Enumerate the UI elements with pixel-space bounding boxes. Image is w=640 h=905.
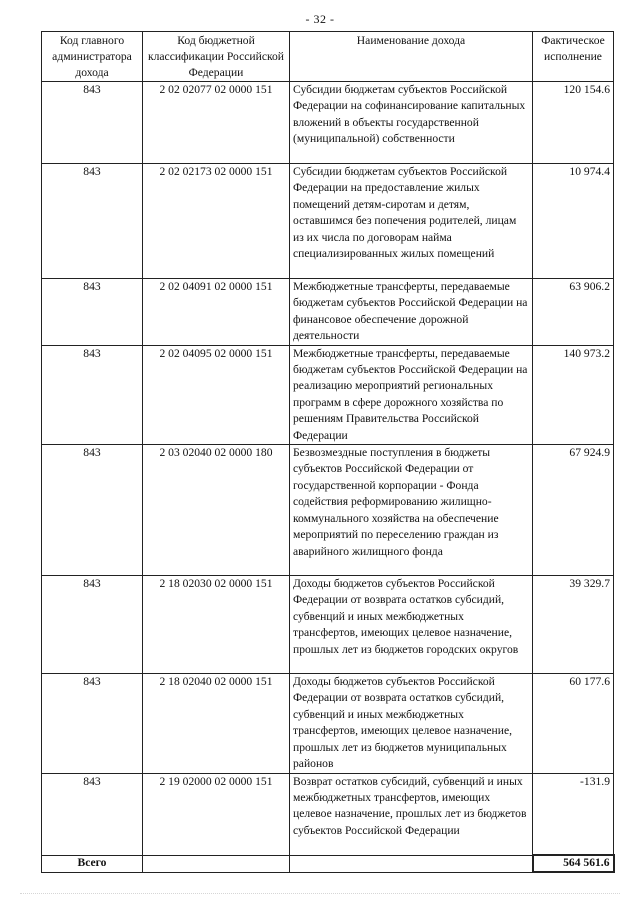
table-row xyxy=(42,82,614,164)
amount-cell: 63 906.2 xyxy=(533,279,614,346)
revenue-table xyxy=(41,31,615,873)
page-number: - 32 - xyxy=(305,12,335,26)
kbk-code-cell: 2 02 02173 02 0000 151 xyxy=(143,164,290,279)
amount-cell: -131.9 xyxy=(533,773,614,855)
revenue-name-cell: Межбюджетные трансферты, передаваемые бюджетам субъектов Российской Федерации на реализацию мероприятий региональных программ в сфере дорожного хозяйства по решениям Правительства Российской Федерации xyxy=(290,345,533,444)
revenue-name-cell: Возврат остатков субсидий, субвенций и иных межбюджетных трансфертов, имеющих целевое назначение, прошлых лет из бюджетов субъектов Российской Федерации xyxy=(290,773,533,855)
total-row xyxy=(42,855,614,872)
amount-cell: 60 177.6 xyxy=(533,674,614,773)
scan-edge-artifact xyxy=(20,893,620,898)
table-row xyxy=(42,445,614,576)
kbk-code-cell: 2 19 02000 02 0000 151 xyxy=(143,773,290,855)
revenue-name-cell: Межбюджетные трансферты, передаваемые бюджетам субъектов Российской Федерации на финансовое обеспечение дорожной деятельности xyxy=(290,279,533,346)
kbk-code-cell: 2 02 04091 02 0000 151 xyxy=(143,279,290,346)
revenue-name-cell: Доходы бюджетов субъектов Российской Федерации от возврата остатков субсидий, субвенций и иных межбюджетных трансфертов, имеющих целевое назначение, прошлых лет из бюджетов муниципальных районов xyxy=(290,674,533,773)
admin-code-cell: 843 xyxy=(42,445,143,576)
table-row xyxy=(42,576,614,674)
table-row xyxy=(42,674,614,773)
kbk-code-cell: 2 18 02040 02 0000 151 xyxy=(143,674,290,773)
revenue-name-cell: Субсидии бюджетам субъектов Российской Федерации на предоставление жилых помещений детям-сиротам и детям, оставшимся без попечения родителей, лицам из их числа по договорам найма специализированных жилых помещений xyxy=(290,164,533,279)
admin-code-cell: 843 xyxy=(42,773,143,855)
total-label: Всего xyxy=(42,855,143,872)
header-actual-execution: Фактическое исполнение xyxy=(533,32,614,82)
admin-code-cell: 843 xyxy=(42,576,143,674)
table-row xyxy=(42,773,614,855)
admin-code-cell: 843 xyxy=(42,164,143,279)
amount-cell: 67 924.9 xyxy=(533,445,614,576)
total-amount: 564 561.6 xyxy=(533,855,614,872)
kbk-code-cell: 2 18 02030 02 0000 151 xyxy=(143,576,290,674)
revenue-name-cell: Безвозмездные поступления в бюджеты субъектов Российской Федерации от государственной корпорации - Фонда содействия реформированию жилищно-коммунального хозяйства на обеспечение мероприятий по переселению граждан из аварийного жилищного фонда xyxy=(290,445,533,576)
header-kbk-code: Код бюджетной классификации Российской Федерации xyxy=(143,32,290,82)
admin-code-cell: 843 xyxy=(42,82,143,164)
revenue-name-cell: Доходы бюджетов субъектов Российской Федерации от возврата остатков субсидий, субвенций и иных межбюджетных трансфертов, имеющих целевое назначение, прошлых лет из бюджетов городских округов xyxy=(290,576,533,674)
header-admin-code: Код главного администратора дохода xyxy=(42,32,143,82)
admin-code-cell: 843 xyxy=(42,674,143,773)
kbk-code-cell: 2 03 02040 02 0000 180 xyxy=(143,445,290,576)
revenue-name-cell: Субсидии бюджетам субъектов Российской Федерации на софинансирование капитальных вложений в объекты государственной (муниципальной) собственности xyxy=(290,82,533,164)
table-header-row xyxy=(42,32,614,82)
amount-cell: 120 154.6 xyxy=(533,82,614,164)
admin-code-cell: 843 xyxy=(42,279,143,346)
kbk-code-cell: 2 02 04095 02 0000 151 xyxy=(143,345,290,444)
amount-cell: 39 329.7 xyxy=(533,576,614,674)
amount-cell: 140 973.2 xyxy=(533,345,614,444)
amount-cell: 10 974.4 xyxy=(533,164,614,279)
table-row xyxy=(42,345,614,444)
table-row xyxy=(42,164,614,279)
admin-code-cell: 843 xyxy=(42,345,143,444)
header-revenue-name: Наименование дохода xyxy=(290,32,533,82)
total-empty-cell xyxy=(290,855,533,872)
kbk-code-cell: 2 02 02077 02 0000 151 xyxy=(143,82,290,164)
total-empty-cell xyxy=(143,855,290,872)
table-row xyxy=(42,279,614,346)
